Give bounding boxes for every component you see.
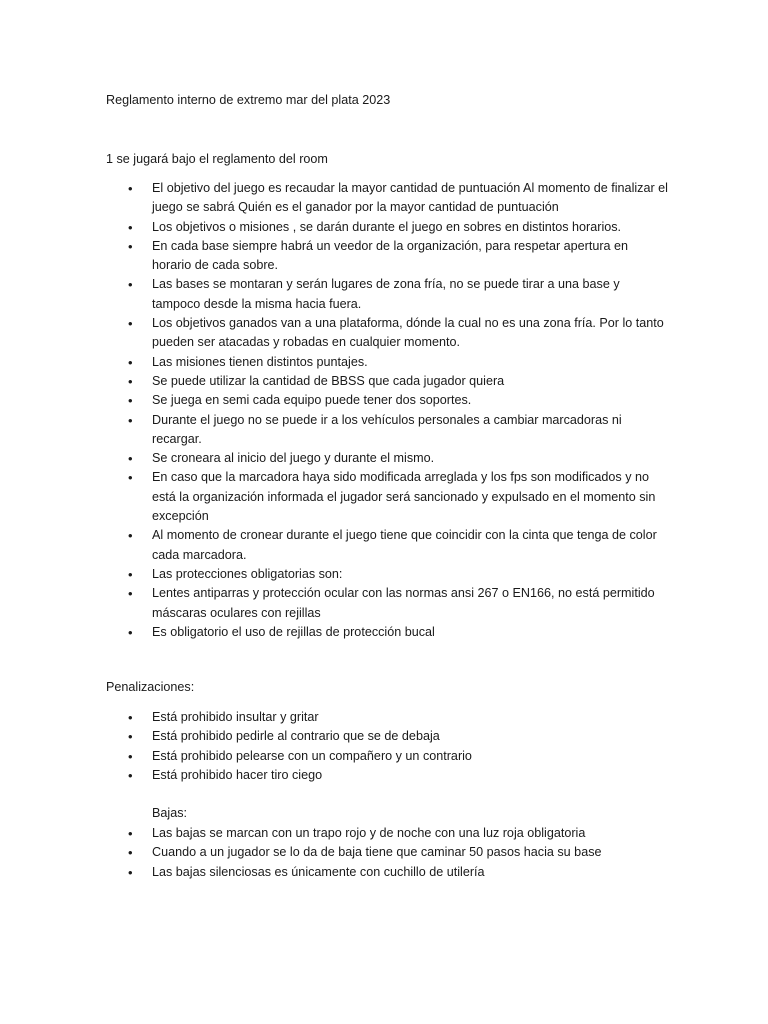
list-item: [0, 411, 768, 450]
list-item-text: Está prohibido insultar y gritar: [152, 710, 319, 724]
casualties-list: [0, 824, 768, 882]
list-item: [0, 526, 768, 565]
list-item: [0, 237, 768, 276]
list-item: [0, 468, 768, 526]
list-item-text: Es obligatorio el uso de rejillas de protección bucal: [152, 624, 435, 639]
bullet-icon: •: [128, 238, 133, 254]
bullet-icon: •: [128, 393, 133, 409]
bullet-icon: •: [128, 277, 133, 293]
bullet-icon: •: [128, 845, 133, 861]
list-item: [0, 708, 768, 727]
list-item-text: Se juega en semi cada equipo puede tener dos soportes.: [152, 393, 472, 408]
list-item: [0, 824, 768, 843]
list-item-text: El objetivo del juego es recaudar la mayor cantidad de puntuación Al momento de finalizar el juego se sabrá Quién es el ganador por la mayor cantidad de puntuación: [152, 181, 668, 215]
list-item-text: Al momento de cronear durante el juego tiene que coincidir con la cinta que tenga de color cada marcadora.: [152, 528, 657, 562]
list-item-text: Las bases se montaran y serán lugares de zona fría, no se puede tirar a una base y tampoco desde la misma hacia fuera.: [152, 277, 620, 311]
list-item: [0, 314, 768, 353]
bullet-icon: •: [128, 624, 133, 640]
list-item: [0, 179, 768, 218]
list-item-text: Las protecciones obligatorias son:: [152, 566, 343, 581]
bullet-icon: •: [128, 219, 133, 235]
section-heading-casualties: Bajas:: [152, 806, 188, 820]
bullet-icon: •: [128, 748, 133, 764]
document-title: Reglamento interno de extremo mar del plata 2023: [106, 93, 391, 107]
bullet-icon: •: [128, 729, 133, 745]
list-item: [0, 218, 768, 237]
bullet-icon: •: [128, 451, 133, 467]
list-item: [0, 766, 768, 785]
list-item-text: Los objetivos o misiones , se darán durante el juego en sobres en distintos horarios.: [152, 219, 622, 234]
bullet-icon: •: [128, 864, 133, 880]
list-item-text: Lentes antiparras y protección ocular con las normas ansi 267 o EN166, no está permitido máscaras oculares con rejillas: [152, 586, 655, 620]
list-item: [0, 449, 768, 468]
list-item-text: Las bajas se marcan con un trapo rojo y de noche con una luz roja obligatoria: [152, 826, 586, 840]
list-item: [0, 623, 768, 642]
bullet-icon: •: [128, 181, 133, 196]
penalties-list: [0, 708, 768, 785]
bullet-icon: •: [128, 470, 133, 486]
bullet-icon: •: [128, 566, 133, 582]
bullet-icon: •: [128, 354, 133, 370]
bullet-icon: •: [128, 412, 133, 428]
list-item-text: En cada base siempre habrá un veedor de la organización, para respetar apertura en horario de cada sobre.: [152, 238, 629, 273]
bullet-icon: •: [128, 767, 133, 783]
list-item: [0, 391, 768, 410]
bullet-icon: •: [128, 586, 133, 602]
list-item-text: Cuando a un jugador se lo da de baja tiene que caminar 50 pasos hacia su base: [152, 845, 602, 860]
list-item: [0, 565, 768, 584]
bullet-icon: •: [128, 826, 133, 841]
list-item: [0, 747, 768, 766]
list-item-text: Se puede utilizar la cantidad de BBSS que cada jugador quiera: [152, 373, 505, 388]
list-item-text: Las misiones tienen distintos puntajes.: [152, 354, 368, 369]
list-item: [0, 863, 768, 882]
list-item-text: Está prohibido pelearse con un compañero y un contrario: [152, 748, 472, 763]
list-item-text: Está prohibido pedirle al contrario que se de debaja: [152, 729, 440, 744]
list-item-text: Está prohibido hacer tiro ciego: [152, 767, 323, 782]
room-rules-list: [0, 179, 768, 642]
list-item-text: Las bajas silenciosas es únicamente con cuchillo de utilería: [152, 864, 485, 879]
bullet-icon: •: [128, 316, 133, 332]
section-heading-room-rules: 1 se jugará bajo el reglamento del room: [106, 152, 328, 166]
bullet-icon: •: [128, 528, 133, 544]
list-item: [0, 727, 768, 746]
list-item-text: Durante el juego no se puede ir a los vehículos personales a cambiar marcadoras ni recargar.: [152, 412, 622, 446]
list-item: [0, 372, 768, 391]
section-heading-penalties: Penalizaciones:: [106, 680, 195, 694]
list-item-text: Los objetivos ganados van a una plataforma, dónde la cual no es una zona fría. Por lo tanto pueden ser atacadas y robadas en cualquier momento.: [152, 316, 664, 350]
list-item-text: En caso que la marcadora haya sido modificada arreglada y los fps son modificados y no está la organización informada el jugador será sancionado y expulsado en el momento sin excepción: [152, 470, 656, 524]
list-item-text: Se croneara al inicio del juego y durante el mismo.: [152, 451, 435, 466]
list-item: [0, 584, 768, 623]
list-item: [0, 275, 768, 314]
bullet-icon: •: [128, 373, 133, 389]
bullet-icon: •: [128, 710, 133, 725]
list-item: [0, 353, 768, 372]
list-item: [0, 843, 768, 862]
